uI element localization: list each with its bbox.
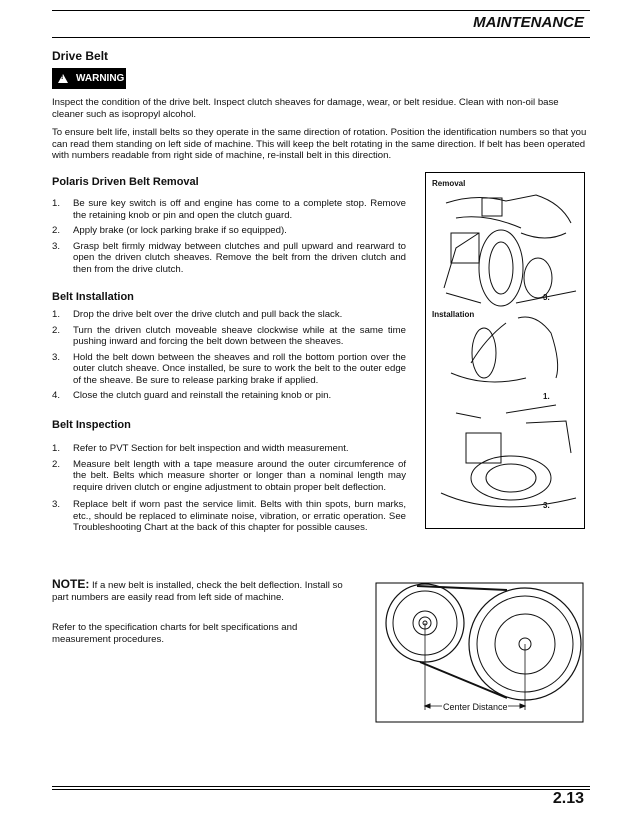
inspection-heading: Belt Inspection xyxy=(52,419,131,431)
list-item: 2. Measure belt length with a tape measure around the outer circumference of the belt. Belts which measure shorter or longer than a nominal length may require driven clutch or engine adjustment to obtain proper belt deflection. xyxy=(52,458,406,493)
callout-3-bottom: 3. xyxy=(543,501,550,510)
clutch-figure xyxy=(425,172,585,529)
list-item: 2. Turn the driven clutch moveable sheave clockwise while at the same time pushing inward and forcing the belt down between the sheaves. xyxy=(52,324,406,347)
footer-rule xyxy=(52,789,590,790)
callout-3-top: 3. xyxy=(543,293,550,302)
callout-1: 1. xyxy=(543,392,550,401)
center-distance-label: Center Distance xyxy=(443,702,508,712)
warning-icon xyxy=(58,74,68,83)
header-rule xyxy=(52,10,590,11)
warning-label: WARNING xyxy=(76,73,125,84)
list-item: 1. Be sure key switch is off and engine has come to a complete stop. Remove the retaining knob or pin and open the clutch guard. xyxy=(52,198,406,221)
list-item: 1. Refer to PVT Section for belt inspection and width measurement. xyxy=(52,443,349,454)
page-number: 2.13 xyxy=(552,790,584,807)
page-title: Drive Belt xyxy=(52,49,109,63)
section-title: MAINTENANCE xyxy=(473,14,584,31)
intro-paragraph: Inspect the condition of the drive belt. Inspect clutch sheaves for damage, wear, or belt residue. Clean with non-oil base cleaner such as isopropyl alcohol. xyxy=(52,97,559,120)
list-item: 4. Close the clutch guard and reinstall the retaining knob or pin. xyxy=(52,390,332,401)
list-item: 1. Drop the drive belt over the drive clutch and pull back the slack. xyxy=(52,309,343,320)
warning-badge xyxy=(52,68,126,89)
footer-rule xyxy=(52,786,590,787)
list-item: 3. Replace belt if worn past the service limit. Belts with thin spots, burn marks, etc., should be replaced to eliminate noise, vibration, or erratic operation. See Troubleshooting Chart at the back of this chapter for possible causes. xyxy=(52,499,406,533)
note-text: If a new belt is installed, check the belt deflection. Install so part numbers are easily read from left side of machine. xyxy=(52,580,343,603)
list-item: 3. Hold the belt down between the sheaves and roll the bottom portion over the outer clutch sheave. Once installed, be sure to work the belt to the outer edge of the sheave. Be sure to release parking brake if applied. xyxy=(52,351,406,386)
list-item: 2. Apply brake (or lock parking brake if so equipped). xyxy=(52,225,287,236)
installation-list xyxy=(52,309,406,406)
refer-paragraph: Refer to the specification charts for belt specifications and measurement procedures. xyxy=(52,622,298,645)
removal-list xyxy=(52,198,406,279)
note-block xyxy=(52,578,352,604)
inspection-list xyxy=(52,443,406,538)
clutch-illustration xyxy=(426,173,584,528)
list-item: 3. Grasp belt firmly midway between clutches and pull upward and rearward to open the driven clutch sheaves. Remove the belt from the driven clutch and then from the drive clutch. xyxy=(52,240,406,275)
rotation-paragraph: To ensure belt life, install belts so they operate in the same direction of rotation. Position the identification numbers so that you can read them standing on left side of machine. This will keep the belt rotating in the same direction. If belt has been operated with numbers readable from right side of machine, re-install belt in this direction. xyxy=(52,127,587,161)
removal-heading: Polaris Driven Belt Removal xyxy=(52,176,199,188)
header-rule xyxy=(52,37,590,38)
removal-label: Removal xyxy=(432,179,466,188)
installation-heading: Belt Installation xyxy=(52,291,134,303)
installation-label: Installation xyxy=(432,310,475,319)
note-label: NOTE: xyxy=(52,577,90,591)
